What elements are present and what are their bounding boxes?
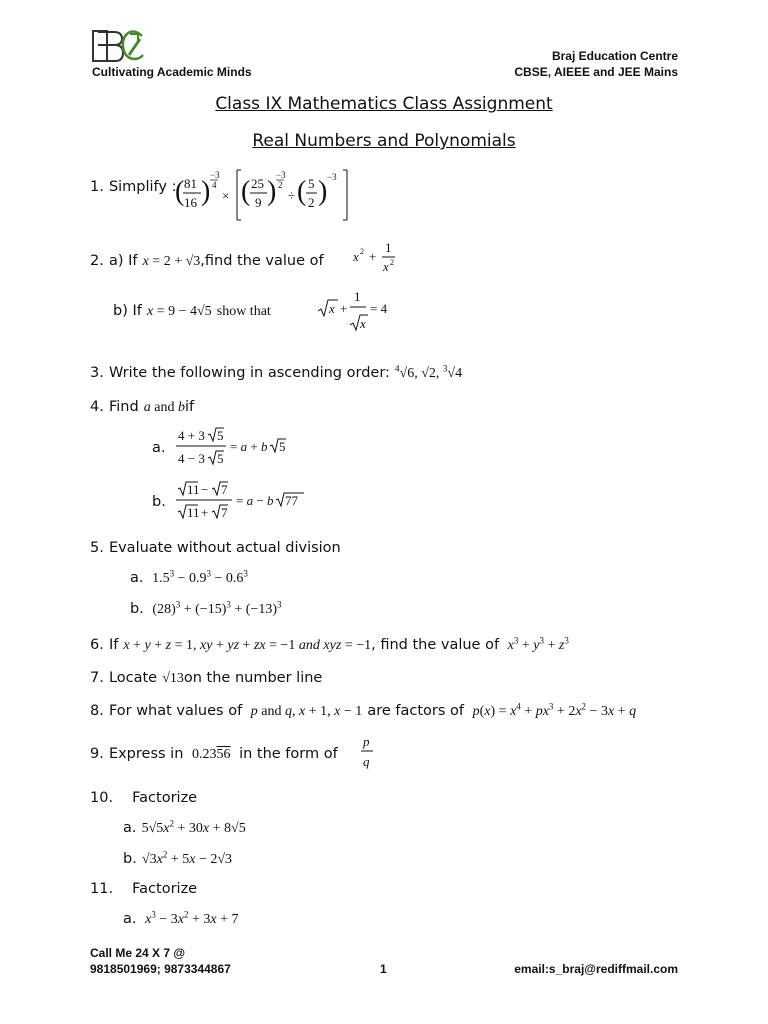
svg-text:q: q <box>363 754 370 769</box>
math-expression: x = 2 + √3 <box>142 254 201 269</box>
svg-text:81: 81 <box>184 176 197 191</box>
svg-text:(: ( <box>241 176 251 207</box>
svg-text:x: x <box>383 259 389 274</box>
svg-text:−3: −3 <box>276 170 286 180</box>
svg-text:÷: ÷ <box>288 188 296 203</box>
svg-text:7: 7 <box>221 505 228 520</box>
subpart-label: b. <box>152 494 166 510</box>
svg-text:−3: −3 <box>210 170 220 180</box>
math-expression: $√3x^2 + 5x - 2√3$ <box>141 849 233 867</box>
subpart-label: b. <box>130 601 144 617</box>
question-number: 2. <box>90 253 104 269</box>
question-number: 3. <box>90 365 104 381</box>
svg-text:x: x <box>353 249 359 264</box>
svg-text:5: 5 <box>308 176 315 191</box>
question-text: in the form of <box>239 746 338 762</box>
question-text: If <box>108 637 119 653</box>
question-10a <box>123 817 246 837</box>
page-subtitle: Real Numbers and Polynomials <box>252 131 516 151</box>
math-expression: 0.2356 <box>188 747 231 762</box>
question-number: 7. <box>90 670 104 686</box>
page-number: 1 <box>380 962 387 976</box>
question-11 <box>90 878 197 897</box>
tagline: Cultivating Academic Minds <box>92 65 252 79</box>
question-2b <box>113 300 271 320</box>
q1-expression <box>175 166 355 228</box>
question-8 <box>90 700 636 720</box>
centre-subtitle: CBSE, AIEEE and JEE Mains <box>514 65 678 79</box>
q2a-expression <box>353 240 413 280</box>
svg-text:−: − <box>201 482 209 497</box>
svg-text:5: 5 <box>279 439 286 454</box>
question-4 <box>90 396 194 416</box>
svg-text:5: 5 <box>217 428 224 443</box>
question-2a <box>90 250 324 270</box>
question-text: Find <box>108 399 139 415</box>
math-expression: $p(x) = x^4 + px^3 + 2x^2 - 3x + q$ <box>472 701 637 719</box>
math-expression: $1.5^3 - 0.9^3 - 0.6^3$ <box>148 568 248 586</box>
question-text: ,find the value of <box>200 253 324 269</box>
logo <box>92 28 144 64</box>
math-expression: p and q, x + 1, x − 1 <box>250 704 363 719</box>
svg-text:77: 77 <box>285 493 298 508</box>
svg-text:16: 16 <box>184 195 197 210</box>
math-expression: $^4$√6, √2, $^3$√4 <box>395 363 463 381</box>
question-10 <box>90 787 197 806</box>
svg-text:−3: −3 <box>327 172 337 182</box>
question-text: on the number line <box>183 670 323 686</box>
question-3 <box>90 362 462 382</box>
svg-text:+: + <box>369 249 377 264</box>
subpart-label: b. <box>123 851 137 867</box>
q4a-expression <box>176 424 296 474</box>
svg-text:): ) <box>267 176 277 207</box>
q4b-expression <box>176 478 316 528</box>
question-text: , find the value of <box>371 637 500 653</box>
subpart-label: a. <box>130 570 144 586</box>
question-text: Factorize <box>132 790 198 806</box>
question-number: 9. <box>90 746 104 762</box>
svg-text:): ) <box>201 176 211 207</box>
question-1 <box>90 176 176 195</box>
question-text: a) If <box>108 253 138 269</box>
question-10b <box>123 848 232 868</box>
svg-text:+: + <box>201 505 209 520</box>
svg-text:= a − b: = a − b <box>236 493 274 508</box>
question-11a <box>123 908 238 928</box>
svg-text:11: 11 <box>187 482 200 497</box>
question-6 <box>90 634 569 654</box>
question-number: 1. <box>90 179 104 195</box>
question-text: b) If <box>113 303 142 319</box>
question-text: if <box>184 399 195 415</box>
math-expression: x = 9 − 4√5 <box>146 304 212 319</box>
svg-text:11: 11 <box>187 505 200 520</box>
svg-text:x: x <box>360 316 366 331</box>
math-expression: √13 <box>162 671 184 686</box>
svg-text:25: 25 <box>251 176 264 191</box>
question-text: Write the following in ascending order: <box>108 365 390 381</box>
math-expression: a and b <box>143 400 185 415</box>
footer-phones: 9818501969; 9873344867 <box>90 962 231 976</box>
svg-text:(: ( <box>297 176 307 207</box>
q2b-expression <box>318 288 398 338</box>
question-7 <box>90 667 322 687</box>
svg-text:p: p <box>363 734 370 749</box>
svg-text:2: 2 <box>278 180 283 190</box>
math-expression: $x^3 - 3x^2 + 3x + 7$ <box>145 909 239 927</box>
question-text: Evaluate without actual division <box>108 540 341 556</box>
svg-text:x: x <box>329 301 335 316</box>
svg-text:1: 1 <box>354 289 361 304</box>
math-expression: $(28)^3 + (-15)^3 + (-13)^3$ <box>148 599 282 617</box>
centre-name: Braj Education Centre <box>551 49 678 63</box>
svg-text:4: 4 <box>212 180 217 190</box>
svg-text:2: 2 <box>390 258 394 267</box>
question-5 <box>90 537 341 556</box>
svg-text:= 4: = 4 <box>370 301 388 316</box>
question-number: 10. <box>90 790 114 806</box>
page-title: Class IX Mathematics Class Assignment <box>215 94 553 114</box>
footer-email[interactable]: email:s_braj@rediffmail.com <box>514 962 678 976</box>
subpart-label: a. <box>123 820 137 836</box>
svg-text:7: 7 <box>221 482 228 497</box>
question-text: Simplify : <box>108 179 177 195</box>
svg-text:9: 9 <box>255 195 262 210</box>
question-number: 4. <box>90 399 104 415</box>
svg-text:2: 2 <box>360 247 364 256</box>
question-5a <box>130 567 248 587</box>
svg-text:×: × <box>222 188 230 203</box>
svg-text:4 − 3: 4 − 3 <box>178 451 205 466</box>
math-expression: x + y + z = 1, xy + yz + zx = −1 and xyz = −1 <box>123 638 372 653</box>
subpart-label: a. <box>152 440 166 456</box>
subpart-label: a. <box>123 911 137 927</box>
logo-graphic <box>92 28 144 64</box>
question-number: 5. <box>90 540 104 556</box>
question-9 <box>90 743 338 763</box>
svg-text:2: 2 <box>308 195 315 210</box>
question-5b <box>130 598 282 618</box>
question-text: Locate <box>108 670 158 686</box>
question-text: show that <box>216 304 271 319</box>
question-text: Express in <box>108 746 184 762</box>
question-text: Factorize <box>132 881 198 897</box>
footer-call: Call Me 24 X 7 @ <box>90 946 186 960</box>
svg-text:= a + b: = a + b <box>230 439 268 454</box>
svg-text:(: ( <box>175 176 185 207</box>
question-text: For what values of <box>108 703 243 719</box>
math-expression: $x^3 + y^3 + z^3$ <box>507 635 569 653</box>
svg-text:5: 5 <box>217 451 224 466</box>
question-number: 11. <box>90 881 114 897</box>
svg-text:+: + <box>340 301 348 316</box>
svg-text:4 + 3: 4 + 3 <box>178 428 205 443</box>
q9-fraction <box>360 733 376 777</box>
math-expression: $5√5x^2 + 30x + 8√5$ <box>141 818 246 836</box>
question-text: are factors of <box>367 703 465 719</box>
svg-text:1: 1 <box>385 240 392 255</box>
question-number: 8. <box>90 703 104 719</box>
question-number: 6. <box>90 637 104 653</box>
svg-text:): ) <box>318 176 328 207</box>
